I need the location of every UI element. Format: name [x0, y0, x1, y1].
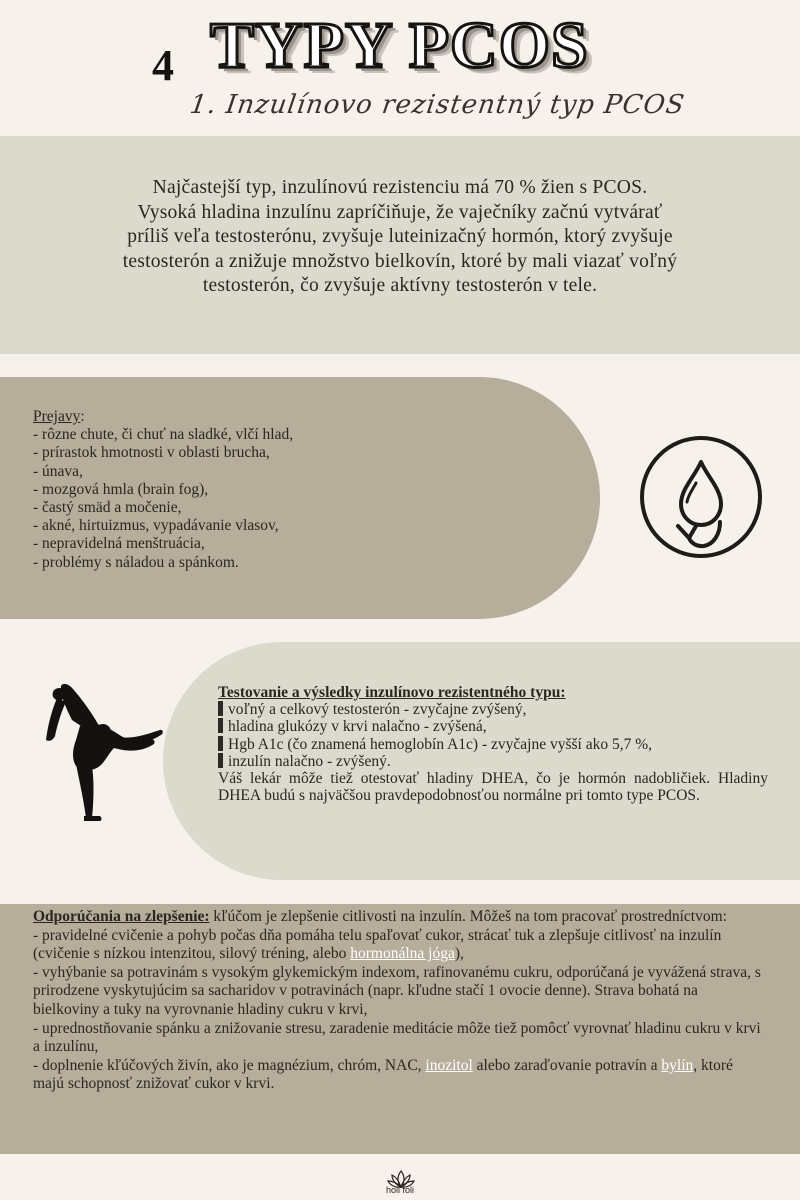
test-item [218, 701, 768, 718]
recommendations-section [33, 908, 763, 1094]
intro-line: testosterón a znižuje množstvo bielkovín, ktoré by mali viazať voľný [122, 250, 678, 272]
inositol-link[interactable]: inozitol [425, 1056, 473, 1074]
symptoms-heading-text: Prejavy [33, 408, 81, 425]
page-subtitle: 1. Inzulínovo rezistentný typ PCOS [187, 90, 687, 120]
recommendation-item [33, 1057, 763, 1094]
page-title: TYPY PCOS [210, 9, 589, 82]
testing-heading: Testovanie a výsledky inzulínovo rezistentného typu: [218, 684, 566, 701]
intro-line: Vysoká hladina inzulínu zapríčiňuje, že vaječníky začnú vytvárať [137, 201, 663, 223]
symptoms-heading [33, 408, 453, 426]
recommendation-text: ), [454, 945, 464, 963]
recommendations-intro-text: kľúčom je zlepšenie citlivosti na inzulín. Môžeš na tom pracovať prostredníctvom: [209, 908, 727, 925]
herbs-link[interactable]: bylín [661, 1056, 694, 1074]
recommendation-item [33, 927, 763, 964]
recommendation-text: - doplnenie kľúčových živín, ako je magnézium, chróm, NAC, [33, 1056, 426, 1074]
symptom-item: - nepravidelná menštruácia, [33, 535, 205, 553]
logo-text: holi foli [385, 1185, 414, 1195]
testing-section [218, 684, 768, 804]
bullet-marker [218, 753, 223, 768]
symptom-item: - problémy s náladou a spánkom. [33, 553, 239, 571]
test-item [218, 753, 768, 770]
intro-line: Najčastejší typ, inzulínovú rezistenciu má 70 % žien s PCOS. [152, 177, 648, 198]
bullet-marker [218, 718, 223, 733]
symptom-item: - rôzne chute, či chuť na sladké, vlčí hlad, [33, 426, 294, 444]
recommendation-text: , ktoré majú schopnosť znižovať cukor v krvi. [33, 1056, 733, 1093]
test-item-text: voľný a celkový testosterón - zvyčajne zvýšený, [228, 701, 527, 719]
intro-line: príliš veľa testosterónu, zvyšuje luteinizačný hormón, ktorý zvyšuje [127, 226, 673, 247]
recommendation-text: - pravidelné cvičenie a pohyb počas dňa pomáha telu spaľovať cukor, strácať tuk a zlepšuje citlivosť na inzulín (cvičenie s nízkou intenzitou, silový tréning, alebo [33, 926, 722, 963]
symptoms-list [33, 408, 453, 572]
test-item-text: hladina glukózy v krvi nalačno - zvýšená, [228, 718, 487, 736]
test-item-text: inzulín nalačno - zvýšený. [228, 752, 391, 770]
symptom-item: - mozgová hmla (brain fog), [33, 480, 209, 498]
recommendations-intro [33, 908, 763, 927]
symptom-item: - únava, [33, 462, 83, 480]
test-item [218, 736, 768, 753]
recommendations-heading: Odporúčania na zlepšenie: [33, 908, 210, 925]
recommendation-item: - vyhýbanie sa potravinám s vysokým glykemickým indexom, rafinovanému cukru, odporúčaná je vyvážená strava, s prirodzene vyskytujúcim sa sacharidov v potravinách (napr. kľudne stačí 1 ovocie denne). Strava bohatá na bielkoviny a tuky na vyrovnanie hladiny cukru v krvi, [33, 963, 761, 1018]
symptom-item: - akné, hirtuizmus, vypadávanie vlasov, [33, 517, 279, 535]
test-item [218, 718, 768, 735]
symptom-item: - častý smäd a močenie, [33, 499, 182, 517]
title-number: 4 [152, 41, 174, 90]
blood-drop-icon [638, 434, 764, 560]
bullet-marker [218, 736, 223, 751]
recommendation-item: - uprednostňovanie spánku a znižovanie stresu, zaradenie meditácie môže tiež pomôcť vyrovnať hladinu cukru v krvi a inzulínu, [33, 1019, 761, 1056]
symptom-item: - prírastok hmotnosti v oblasti brucha, [33, 444, 270, 462]
intro-text [40, 176, 760, 299]
bullet-marker [218, 701, 223, 716]
yoga-pose-silhouette [32, 680, 164, 830]
recommendation-text: alebo zaraďovanie potravín a [472, 1056, 662, 1074]
symptoms-heading-colon: : [80, 408, 85, 425]
intro-line: testosterón, čo zvyšuje aktívny testosterón v tele. [202, 275, 598, 296]
testing-note: Váš lekár môže tiež otestovať hladiny DHEA, čo je hormón nadobličiek. Hladiny DHEA budú s najväčšou pravdepodobnosťou normálne pri tomto type PCOS. [218, 770, 768, 805]
hormonal-yoga-link[interactable]: hormonálna jóga [350, 945, 455, 963]
test-item-text: Hgb A1c (čo znamená hemoglobín A1c) - zvyčajne vyšší ako 5,7 %, [228, 735, 652, 753]
